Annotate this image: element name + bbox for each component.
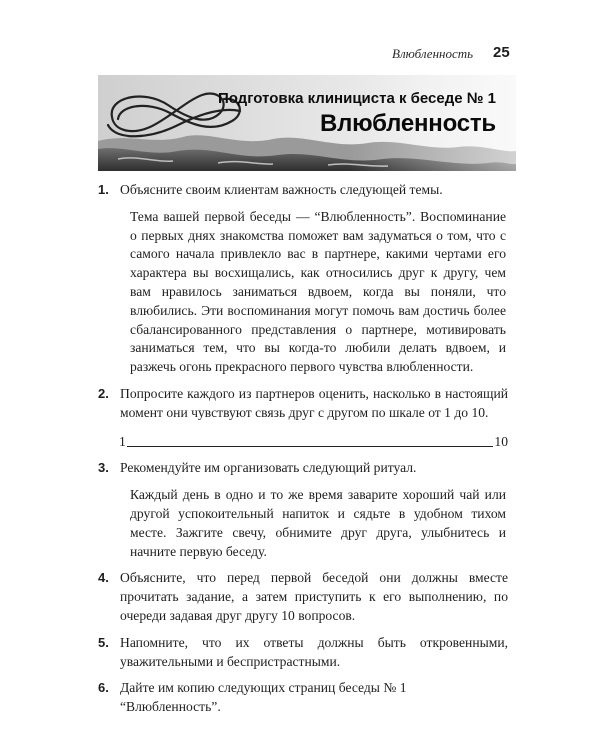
section-banner <box>98 75 516 171</box>
running-header: Влюбленность <box>392 46 474 61</box>
list-item <box>98 459 508 561</box>
item-number: 2. <box>98 385 109 401</box>
item-body: Каждый день в одно и то же время заварите хороший чай или другой успокоительный напиток и сядьте в удобном тихом месте. Зажгите свечу, обнимите друг друга, улыбнитесь и начните первую беседу. <box>130 487 506 559</box>
item-text: Объясните своим клиентам важность следующей темы. <box>120 182 443 197</box>
list-item <box>98 385 508 451</box>
item-number: 3. <box>98 460 109 476</box>
scale-min: 1 <box>119 433 126 449</box>
item-text: Дайте им копию следующих страниц беседы № 1 “Влюбленность”. <box>120 680 407 715</box>
instruction-list <box>98 181 508 725</box>
item-body: Тема вашей первой беседы — “Влюбленность”. Воспоминание о первых днях знакомства поможет вам задуматься о том, что с самого начала привлекло вас в партнере, какими чертами его характера вы восхищались, как относились друг к другу, чем вам нравилось заниматься вдвоем, когда вы поняли, что влюбились. Эти воспоминания могут помочь вам достичь более сбалансированного представления о партнере, мотивировать заниматься тем, что вы когда-то любили делать вдвоем, и разжечь огонь прекрасного первого чувства влюбленности. <box>130 208 506 375</box>
list-item <box>98 569 508 625</box>
banner-title: Влюбленность <box>319 110 496 137</box>
item-number: 4. <box>98 570 109 586</box>
scale-line <box>127 434 494 447</box>
banner-subtitle: Подготовка клинициста к беседе № 1 <box>217 90 496 107</box>
list-item <box>98 634 508 672</box>
rating-scale <box>119 433 508 452</box>
item-text: Объясните, что перед первой беседой они должны вместе прочитать задание, а затем приступить к его выполнению, по очереди задавая друг другу 10 вопросов. <box>120 570 508 623</box>
item-number: 6. <box>98 680 109 696</box>
list-item <box>98 679 508 717</box>
scale-max: 10 <box>494 433 508 449</box>
item-text: Рекомендуйте им организовать следующий ритуал. <box>120 460 417 476</box>
page-number: 25 <box>493 44 510 61</box>
item-number: 1. <box>98 182 109 197</box>
item-number: 5. <box>98 634 109 650</box>
list-item <box>98 181 508 377</box>
item-text: Напомните, что их ответы должны быть откровенными, уважительными и беспристрастными. <box>120 634 508 669</box>
item-text: Попросите каждого из партнеров оценить, насколько в настоящий момент они чувствуют связь друг с другом по шкале от 1 до 10. <box>120 385 508 420</box>
